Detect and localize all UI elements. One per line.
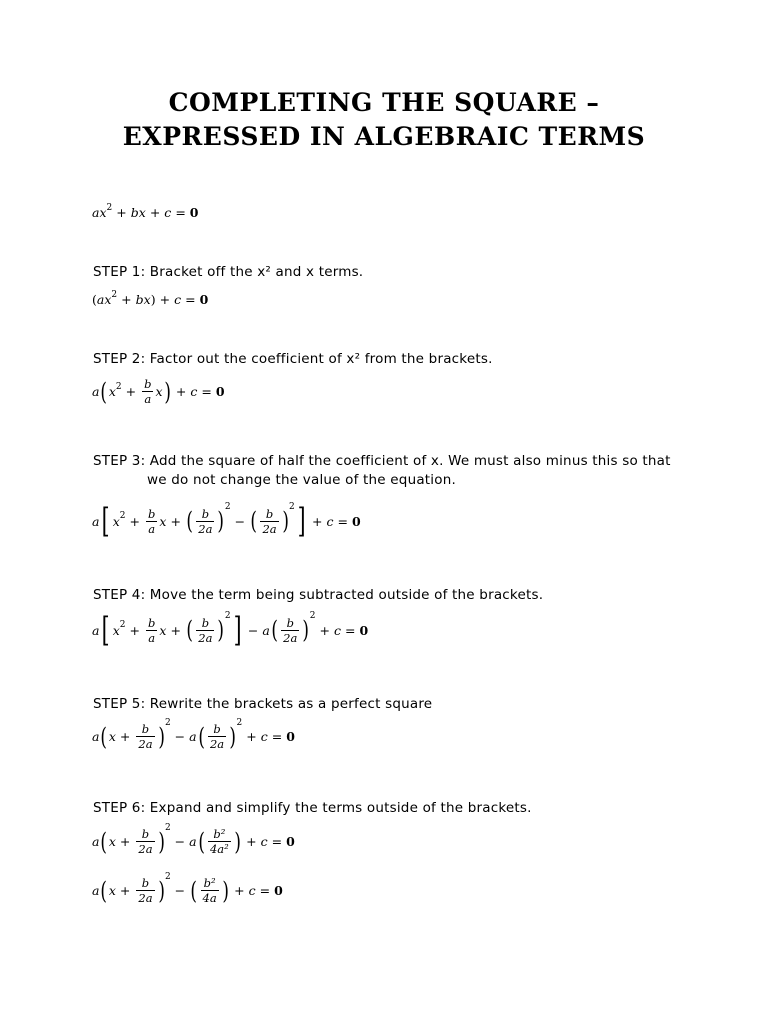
- equation-step-6a: a ( x + $\frac{b}{2a}$ ) 2 − a ( $\frac{\text{b²}}{\text{4a²}}$ ) + c = 0: [92, 822, 295, 856]
- step-3-text-line1: STEP 3: Add the square of half the coefficient of x. We must also minus this so that: [93, 453, 671, 469]
- step-3-text-line2: we do not change the value of the equation.: [147, 472, 456, 488]
- equation-step-3: a [ x 2 + $\frac{b}{a}$ x + ( $\frac{b}{2a}$ ) 2 − ( $\frac{b}{2a}$ ) 2 ] + c = 0: [92, 501, 361, 541]
- equation-step-6b: a ( x + $\frac{b}{2a}$ ) 2 − ( $\frac{\text{b²}}{4a}$ ) + c = 0: [92, 871, 283, 905]
- step-1-text: STEP 1: Bracket off the x² and x terms.: [93, 264, 364, 280]
- equation-step-5: a ( x + $\frac{b}{2a}$ ) 2 − a ( $\frac{b}{2a}$ ) 2 + c = 0: [92, 717, 295, 751]
- equation-step-1: ( a x 2 + b x ) + c = 0: [92, 289, 209, 307]
- page-title-line1: COMPLETING THE SQUARE –: [168, 88, 600, 117]
- step-6-text: STEP 6: Expand and simplify the terms outside of the brackets.: [93, 800, 532, 816]
- equation-general-form: a x 2 + b x + c = 0: [92, 202, 199, 220]
- equation-step-2: a ( x 2 + $\frac{b}{a}$ x ) + c = 0: [92, 377, 225, 406]
- page-title-line2: EXPRESSED IN ALGEBRAIC TERMS: [122, 122, 646, 151]
- step-4-text: STEP 4: Move the term being subtracted outside of the brackets.: [93, 587, 544, 603]
- step-5-text: STEP 5: Rewrite the brackets as a perfect square: [93, 696, 433, 712]
- step-2-text: STEP 2: Factor out the coefficient of x² from the brackets.: [93, 351, 493, 367]
- equation-step-4: a [ x 2 + $\frac{b}{a}$ x + ( $\frac{b}{2a}$ ) 2 ] − a ( $\frac{b}{2a}$ ) 2 + c = 0: [92, 610, 369, 650]
